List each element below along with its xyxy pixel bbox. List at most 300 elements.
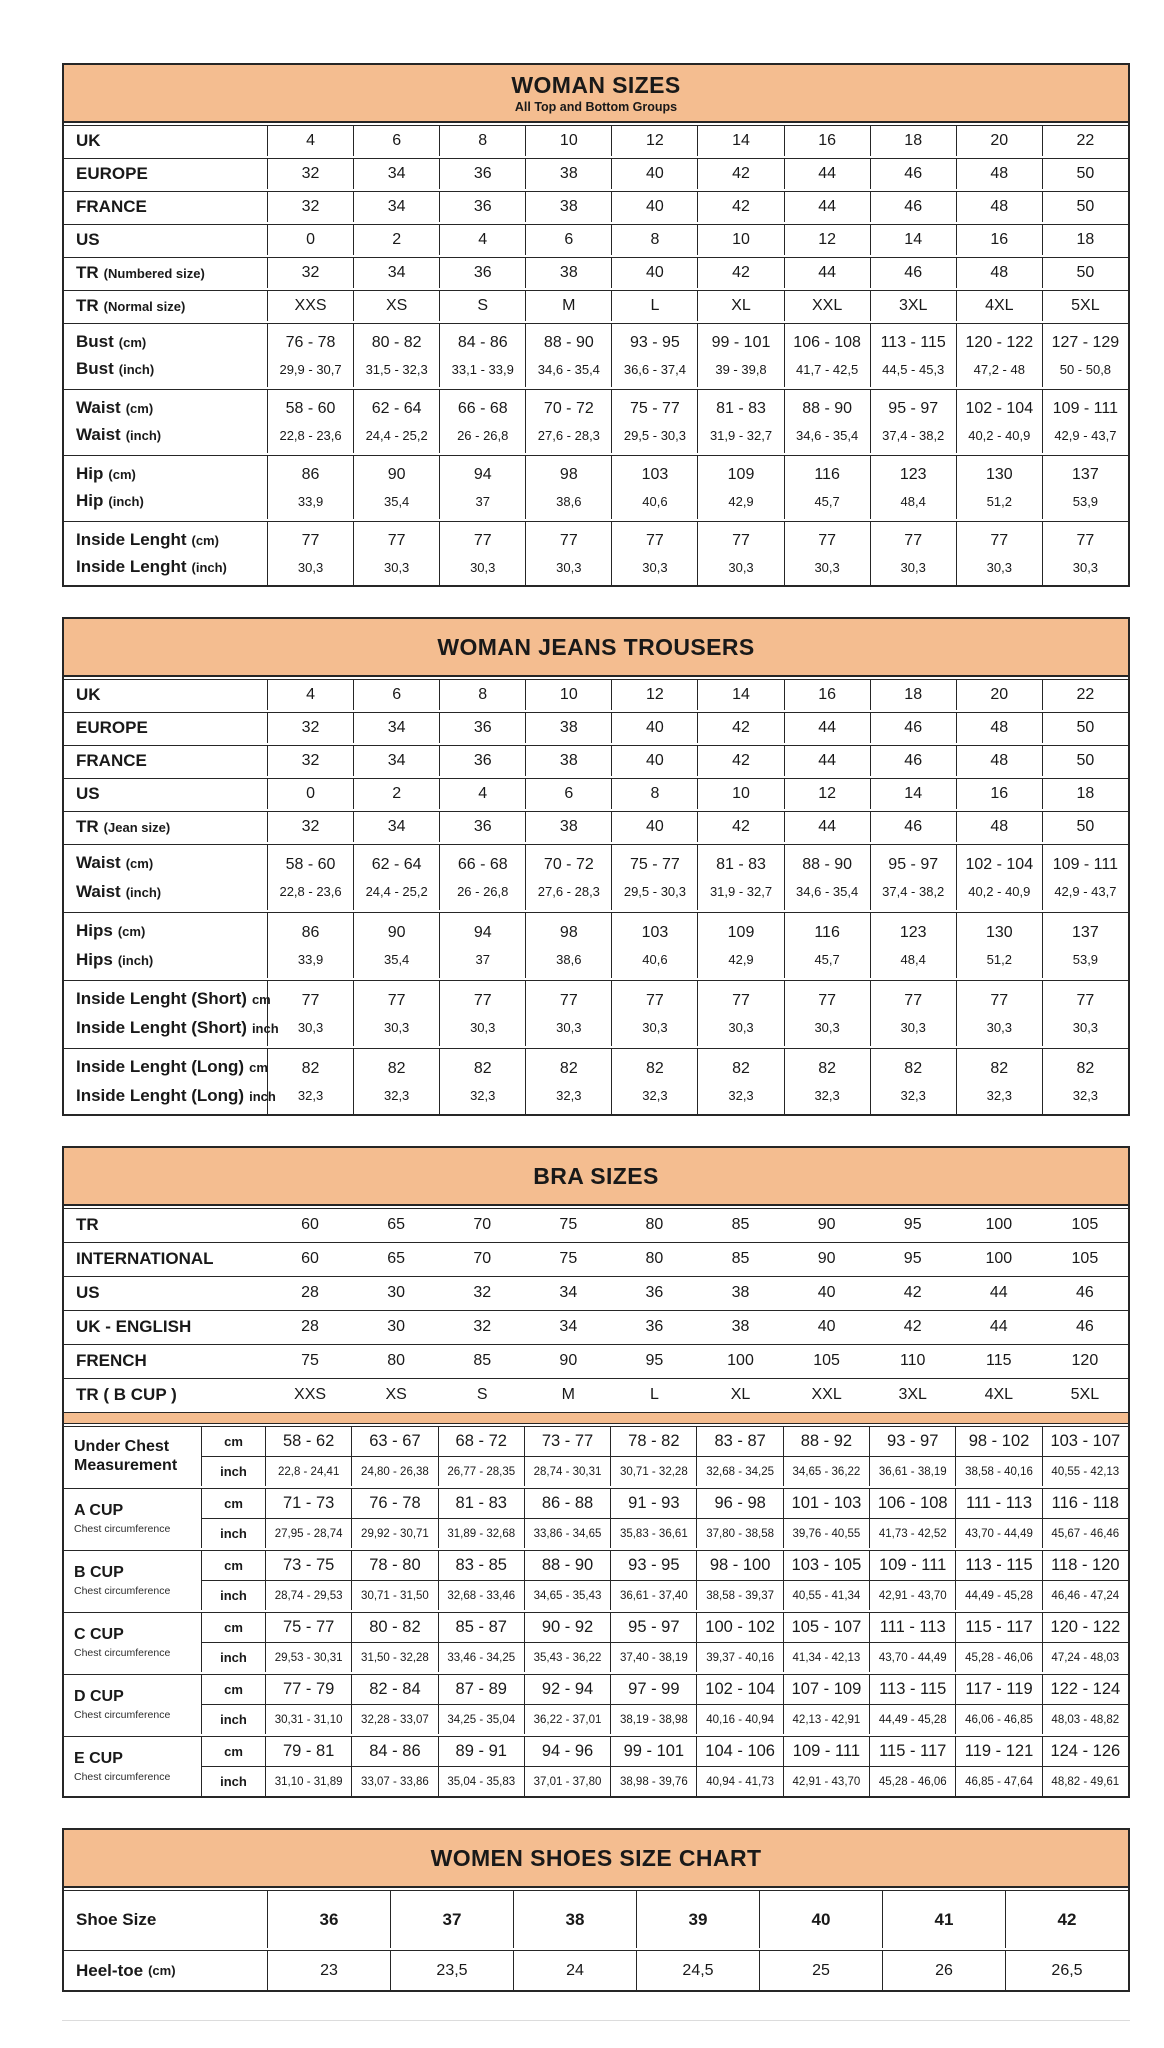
row-label-main: Waist: [76, 853, 121, 873]
cell: 30,3: [728, 1020, 754, 1036]
cell: 37,40 - 38,19: [619, 1651, 688, 1664]
cell: 22,8 - 24,41: [277, 1465, 340, 1478]
row-label-text: US: [76, 1282, 100, 1302]
cell: 38: [525, 746, 611, 776]
cell: 100: [727, 1351, 754, 1369]
hips-cm-group: [64, 912, 1128, 978]
cell-group: [870, 981, 956, 1046]
tr-b-cup-row: [64, 1378, 1128, 1410]
cell: 77: [990, 991, 1009, 1009]
cell: 83 - 87: [697, 1427, 782, 1457]
cell: 42,9 - 43,7: [1054, 428, 1117, 443]
unit-column: [201, 1737, 265, 1796]
cell-group: [955, 1551, 1041, 1610]
cell: 37: [475, 952, 490, 968]
cell-group: [869, 1675, 955, 1734]
cell: 14: [697, 680, 783, 710]
cell: 30: [387, 1283, 406, 1301]
cell: XS: [353, 291, 439, 321]
cell: 36: [439, 159, 525, 189]
cell-group: [525, 913, 611, 978]
unit-inch-label: inch: [220, 1588, 247, 1603]
cell: 63 - 67: [352, 1427, 437, 1457]
cell: 75: [559, 1215, 578, 1233]
cell-group: [611, 981, 697, 1046]
row-label: [64, 1613, 201, 1672]
cell-group: [697, 845, 783, 910]
cell: 50: [1042, 746, 1128, 776]
cell: 30,3: [900, 560, 926, 575]
cell: 22,8 - 23,6: [279, 884, 342, 900]
cell: 33,9: [297, 952, 324, 968]
cell-group: [869, 1613, 955, 1672]
cell-group: [783, 1675, 869, 1734]
row-label-text: [76, 921, 145, 941]
cell: 95: [645, 1351, 664, 1369]
row-label-note: Chest circumference: [74, 1646, 171, 1659]
cell: 94: [473, 466, 492, 483]
cell: 30,31 - 31,10: [274, 1713, 343, 1726]
cell: 82: [1076, 1059, 1095, 1077]
cell: 36: [439, 713, 525, 743]
cell: 36: [645, 1283, 664, 1301]
uk-row: [64, 679, 1128, 710]
row-label-note: (cm): [191, 532, 219, 548]
cell: 66 - 68: [457, 855, 508, 873]
cell-group: [353, 981, 439, 1046]
row-label: [64, 522, 267, 585]
cell-group: [267, 1049, 353, 1114]
cell: 77: [904, 991, 923, 1009]
cell: 77: [818, 532, 836, 549]
cell: 94 - 96: [525, 1737, 610, 1767]
cell-group: [784, 522, 870, 585]
cell: 36,61 - 38,19: [878, 1465, 947, 1478]
cell: 81 - 83: [716, 400, 766, 417]
cell: 90: [817, 1215, 836, 1233]
cell: 82: [301, 1059, 320, 1077]
cell: 75 - 77: [630, 400, 680, 417]
cell-group: [439, 522, 525, 585]
row-label-text: [76, 1086, 276, 1106]
cell: 35,43 - 36,22: [533, 1651, 602, 1664]
unit-column: [201, 1613, 265, 1672]
unit-cm-label: cm: [202, 1427, 265, 1457]
cell-group: [696, 1489, 782, 1548]
cell: 27,6 - 28,3: [537, 428, 600, 443]
row-label: [64, 913, 267, 978]
cell: 65: [387, 1215, 406, 1233]
row-label-main: Hip: [76, 463, 104, 483]
cell: 103 - 105: [784, 1551, 869, 1581]
cell: 50 - 50,8: [1059, 362, 1112, 377]
cell-group: [783, 1489, 869, 1548]
cell-group: [611, 1049, 697, 1114]
cell: 82 - 84: [352, 1675, 437, 1705]
b-cup-group: [64, 1550, 1128, 1610]
cell-group: [438, 1427, 524, 1486]
cell: 77: [646, 991, 664, 1009]
row-label-text: Shoe Size: [76, 1909, 157, 1929]
cell-group: [1042, 981, 1128, 1046]
unit-column: [201, 1675, 265, 1734]
cell-group: [525, 1049, 611, 1114]
cell: 37,01 - 37,80: [533, 1775, 602, 1788]
cell: 44,49 - 45,28: [965, 1589, 1033, 1602]
cell-group: [351, 1675, 437, 1734]
cell: 90: [817, 1249, 836, 1267]
d-cup-group: [64, 1674, 1128, 1734]
cell-group: [438, 1489, 524, 1548]
cell: 40: [759, 1891, 882, 1948]
cell: 44: [784, 812, 870, 842]
cell: 18: [1042, 779, 1128, 809]
row-label-text: FRANCE: [76, 197, 147, 216]
cell: 30,3: [556, 560, 582, 575]
cell: 22: [1042, 680, 1128, 710]
cell: 39: [636, 1891, 759, 1948]
row-label-text: FRENCH: [76, 1350, 147, 1370]
cell: 77: [1076, 991, 1095, 1009]
cell: 38: [731, 1283, 750, 1301]
cell-group: [784, 1049, 870, 1114]
woman-jeans-trousers-table: [62, 617, 1130, 1116]
cell-group: [1042, 1675, 1128, 1734]
cell-group: [1042, 324, 1128, 387]
cell: 40: [611, 258, 697, 288]
cell: 41,34 - 42,13: [792, 1651, 861, 1664]
cell: 76 - 78: [352, 1489, 437, 1519]
cell-group: [956, 324, 1042, 387]
row-label: [64, 324, 267, 387]
cell-group: [267, 981, 353, 1046]
cell: 101 - 103: [784, 1489, 869, 1519]
cell: 97 - 99: [611, 1675, 696, 1705]
cell: 37: [390, 1891, 513, 1948]
row-label: [64, 1209, 267, 1240]
cell: 32: [267, 258, 353, 288]
cell-group: [524, 1551, 610, 1610]
cell: 40: [611, 746, 697, 776]
cell: 88 - 90: [802, 855, 853, 873]
cell-group: [783, 1551, 869, 1610]
cell: 109 - 111: [784, 1737, 869, 1767]
cell: 28,74 - 30,31: [533, 1465, 602, 1478]
row-label-note: (inch): [125, 428, 162, 444]
row-label-text: [76, 530, 219, 550]
cell: 77: [473, 532, 492, 549]
cell: 62 - 64: [371, 400, 422, 417]
cell: 30,3: [1072, 560, 1099, 575]
row-label-note: (Numbered size): [103, 265, 205, 281]
cell: 103: [641, 466, 669, 483]
unit-inch-label: inch: [220, 1712, 247, 1727]
cell: 37,4 - 38,2: [882, 428, 945, 443]
cell: 107 - 109: [784, 1675, 869, 1705]
row-label-note: Chest circumference: [74, 1770, 171, 1783]
cell-group: [265, 1737, 351, 1796]
cell: 103: [641, 923, 669, 941]
cell: 82: [818, 1059, 836, 1077]
cell: 24,80 - 26,38: [361, 1465, 429, 1478]
cell-group: [696, 1613, 782, 1672]
cell: 71 - 73: [266, 1489, 351, 1519]
row-label: [64, 1951, 267, 1990]
row-label-text: [76, 557, 227, 577]
cell-group: [610, 1551, 696, 1610]
cell: 35,04 - 35,83: [447, 1775, 516, 1788]
cell: 115 - 117: [956, 1613, 1041, 1643]
cell: 50: [1042, 713, 1128, 743]
cell-group: [525, 390, 611, 453]
cell: 42: [697, 258, 783, 288]
row-label-note: cm: [249, 1060, 268, 1076]
row-label-text: A CUP: [74, 1502, 124, 1520]
cell-group: [955, 1675, 1041, 1734]
cell: 123: [899, 466, 927, 483]
cell-group: [1042, 1489, 1128, 1548]
cell: 77: [990, 532, 1009, 549]
row-label-text: FRANCE: [76, 751, 147, 770]
cell: 109: [727, 466, 755, 483]
cell: 26 - 26,8: [457, 428, 509, 443]
cell: 30,3: [642, 560, 668, 575]
cell: 95: [903, 1215, 922, 1233]
row-label-note: (inch): [117, 952, 154, 968]
cell: 75 - 77: [266, 1613, 351, 1643]
cell: 40: [611, 192, 697, 222]
footer-divider: [62, 2020, 1130, 2021]
cell: 12: [611, 126, 697, 156]
cell: 124 - 126: [1043, 1737, 1128, 1767]
cell: 82: [387, 1059, 406, 1077]
cell: 86 - 88: [525, 1489, 610, 1519]
cell: 40: [817, 1283, 836, 1301]
cell: 38,98 - 39,76: [619, 1775, 688, 1788]
cell: 36: [439, 258, 525, 288]
women-shoes-size-chart-table: [62, 1828, 1130, 1992]
international-row: [64, 1242, 1128, 1274]
cell-group: [956, 390, 1042, 453]
cell: 48: [956, 812, 1042, 842]
cell: 81 - 83: [716, 855, 766, 873]
cell-group: [353, 522, 439, 585]
row-label: [64, 713, 267, 743]
cell-group: [267, 913, 353, 978]
cell-group: [955, 1613, 1041, 1672]
cell-group: [353, 390, 439, 453]
cell: 27,95 - 28,74: [274, 1527, 343, 1540]
row-label: [64, 1243, 267, 1274]
cell: 95 - 97: [888, 855, 939, 873]
row-label-text: TR: [76, 296, 99, 315]
cell: 30,3: [470, 1020, 496, 1036]
cell: 24: [513, 1951, 636, 1990]
tr-jean-size-row: [64, 811, 1128, 842]
cell: 77: [1076, 532, 1095, 549]
cell: 8: [611, 779, 697, 809]
row-label-note: (inch): [125, 884, 162, 900]
row-label: [64, 192, 267, 222]
row-label-text: [76, 1018, 279, 1038]
cell-group: [353, 1049, 439, 1114]
bust-cm-group: [64, 323, 1128, 387]
cell: 0: [267, 225, 353, 255]
cell-group: [439, 456, 525, 519]
cell: 95: [903, 1249, 922, 1267]
cell: XL: [697, 291, 783, 321]
row-label: [64, 1675, 201, 1734]
cell: 36: [645, 1317, 664, 1335]
cell: 12: [784, 779, 870, 809]
cell-group: [1042, 1427, 1128, 1486]
cell: 77: [559, 991, 578, 1009]
cell: 62 - 64: [371, 855, 422, 873]
cell: 30,3: [470, 560, 496, 575]
cell: 32: [267, 159, 353, 189]
cell: 31,89 - 32,68: [447, 1527, 516, 1540]
cell: 20: [956, 126, 1042, 156]
cell: 80 - 82: [371, 334, 422, 351]
cell: M: [525, 291, 611, 321]
cell: 38: [525, 159, 611, 189]
cell: 65: [387, 1249, 406, 1267]
cell: 12: [784, 225, 870, 255]
cell: 38,6: [556, 494, 582, 509]
row-label-main: Inside Lenght (Long): [76, 1085, 245, 1105]
row-label-text: [76, 332, 146, 352]
cell: 30: [387, 1317, 406, 1335]
row-label-main: Bust: [76, 359, 114, 379]
cell: 10: [525, 680, 611, 710]
cell: 32: [267, 192, 353, 222]
row-label: [64, 680, 267, 710]
tr-numbered-size-row: [64, 257, 1128, 288]
cell: 51,2: [986, 952, 1012, 968]
cell: 38: [525, 713, 611, 743]
cell: 46,46 - 47,24: [1051, 1589, 1120, 1602]
row-label: [64, 1427, 201, 1486]
unit-column: [201, 1489, 265, 1548]
shoe-size-row: [64, 1890, 1128, 1948]
row-label-text: [76, 989, 271, 1009]
cell: 44: [989, 1283, 1008, 1301]
cell-group: [956, 913, 1042, 978]
cell: 60: [301, 1249, 319, 1267]
cell: 122 - 124: [1043, 1675, 1128, 1705]
tr-normal-size-row: [64, 290, 1128, 321]
cell: 38: [513, 1891, 636, 1948]
cell: 90: [387, 923, 406, 941]
cell: 28: [301, 1317, 319, 1335]
cell: 50: [1042, 812, 1128, 842]
cell: 80: [645, 1249, 664, 1267]
cell: 116 - 118: [1043, 1489, 1128, 1519]
unit-inch-label: inch: [220, 1650, 247, 1665]
cell: 86: [301, 923, 320, 941]
row-label-main: Hip: [76, 491, 104, 511]
row-label-main: Hips: [76, 921, 113, 941]
cell: 23: [267, 1951, 390, 1990]
cell: 70 - 72: [543, 855, 594, 873]
cell-group: [1042, 913, 1128, 978]
cell-group: [524, 1737, 610, 1796]
cell: 40: [611, 713, 697, 743]
cell-group: [265, 1675, 351, 1734]
cell-group: [869, 1489, 955, 1548]
cell: 34: [353, 192, 439, 222]
cell-group: [611, 913, 697, 978]
cell-group: [784, 324, 870, 387]
cell: 38: [525, 192, 611, 222]
cell: 78 - 82: [611, 1427, 696, 1457]
row-label-text: [76, 1057, 268, 1077]
cell: 50: [1042, 159, 1128, 189]
row-label-main: Waist: [76, 881, 121, 901]
cell: 31,50 - 32,28: [361, 1651, 429, 1664]
cell: 75: [559, 1249, 578, 1267]
cell: 88 - 90: [525, 1551, 610, 1581]
cell-group: [267, 522, 353, 585]
row-label-main: Inside Lenght (Short): [76, 1017, 247, 1037]
cell: 40: [611, 812, 697, 842]
cell-group: [783, 1613, 869, 1672]
cell: 68 - 72: [439, 1427, 524, 1457]
cell: 14: [870, 225, 956, 255]
cell: 44: [989, 1317, 1008, 1335]
cell: 88 - 90: [543, 334, 594, 351]
us-row: [64, 778, 1128, 809]
cell-group: [955, 1489, 1041, 1548]
cell: 44: [784, 192, 870, 222]
cell: 38,6: [556, 952, 582, 968]
cell: 30,3: [642, 1020, 668, 1036]
cell-group: [610, 1489, 696, 1548]
cell: 8: [611, 225, 697, 255]
inside-lenght-cm-group: [64, 521, 1128, 585]
cell-group: [353, 845, 439, 910]
inside-lenght-long-cm-group: [64, 1048, 1128, 1114]
cell: 120 - 122: [1043, 1613, 1128, 1643]
cell: 40,6: [642, 494, 668, 509]
cell: 48,4: [900, 952, 926, 968]
cell: 109 - 111: [1052, 400, 1118, 417]
cell-group: [956, 456, 1042, 519]
table-header: [64, 1830, 1128, 1888]
cell: 35,4: [383, 494, 410, 509]
row-label-text: [76, 398, 153, 418]
cell: 104 - 106: [697, 1737, 782, 1767]
cell: 28: [301, 1283, 319, 1301]
cell: 32: [473, 1283, 492, 1301]
cell: 42,9: [728, 494, 754, 509]
row-label: [64, 390, 267, 453]
cell: 40: [817, 1317, 836, 1335]
cell: 109 - 111: [870, 1551, 955, 1581]
unit-cm-label: cm: [202, 1489, 265, 1519]
cell: 20: [956, 680, 1042, 710]
cell-group: [351, 1489, 437, 1548]
cell: 4: [267, 126, 353, 156]
cell: 8: [439, 126, 525, 156]
cell-group: [610, 1737, 696, 1796]
cell-group: [524, 1613, 610, 1672]
cell: 77: [732, 991, 750, 1009]
row-label-main: Waist: [76, 425, 121, 445]
cell-group: [956, 981, 1042, 1046]
cell: 88 - 90: [802, 400, 853, 417]
cell-group: [524, 1489, 610, 1548]
